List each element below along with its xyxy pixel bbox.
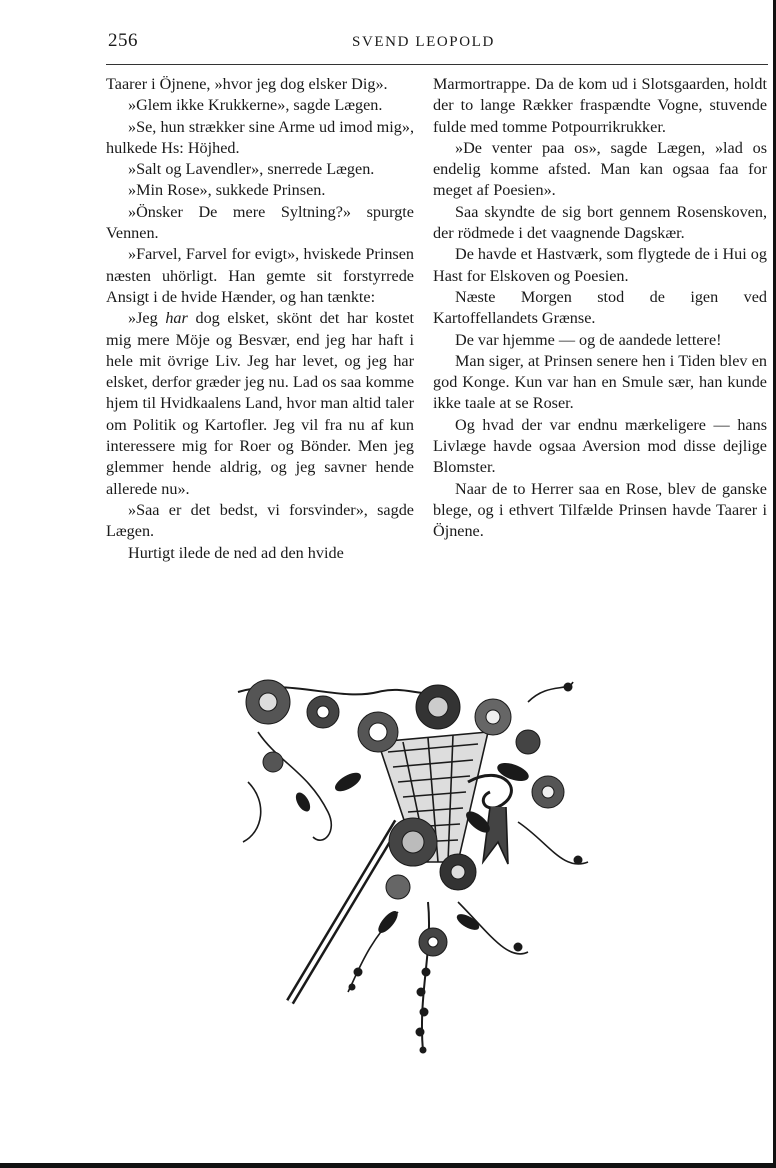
paragraph: De var hjemme — og de aandede lettere! (455, 330, 722, 349)
paragraph: Saa skyndte de sig bort gennem Rosenskoven, der rödmede i det vaagnende Dagskær. (433, 202, 767, 243)
paragraph: Næste Morgen stod de igen ved Kartoffellandets Grænse. (433, 287, 767, 328)
paragraph: Man siger, at Prinsen senere hen i Tiden blev en god Konge. Kun var han en Smule sær, han kunde ikke taale at se Roser. (433, 351, 767, 413)
header-rule (106, 64, 768, 65)
paragraph: »Salt og Lavendler», snerrede Lægen. (128, 160, 375, 179)
paragraph (106, 308, 414, 500)
paragraph-text: »Jeg (128, 309, 166, 328)
paragraph: Taarer i Öjnene, »hvor jeg dog elsker Dig». (106, 75, 388, 93)
scan-edge-bottom (0, 1163, 776, 1168)
page-header (106, 30, 768, 60)
running-head: SVEND LEOPOLD (352, 34, 495, 50)
page-number: 256 (108, 30, 138, 51)
paragraph: »Glem ikke Krukkerne», sagde Lægen. (128, 96, 383, 115)
paragraph: »Saa er det bedst, vi forsvinder», sagde Lægen. (106, 500, 414, 541)
paragraph: »Farvel, Farvel for evigt», hviskede Prinsen næsten uhörligt. Han gemte sit forstyrrede Ansigt i de hvide Hænder, og han tænkte: (106, 245, 414, 306)
left-column (106, 74, 414, 564)
paragraph: De havde et Hastværk, som flygtede de i Hui og Hast for Elskoven og Poesien. (433, 245, 767, 285)
paragraph: »De venter paa os», sagde Lægen, »lad os endelig komme afsted. Man kan ogsaa faa for meget af Poesien». (433, 138, 767, 200)
paragraph: »Önsker De mere Syltning?» spurgte Vennen. (106, 202, 414, 243)
emphasis-text: har (165, 309, 188, 328)
paragraph: Marmortrappe. Da de kom ud i Slotsgaarden, holdt der to lange Rækker fraspændte Vogne, stuvende fulde med tomme Potpourrikrukker. (433, 75, 767, 136)
flower-bouquet-icon (228, 672, 608, 1072)
paragraph-text: dog elsket, skönt det har kostet mig mere Möje og Besvær, end jeg har haft i hele mit övrige Liv. Jeg har levet, og jeg har elsket, derfor græder jeg nu. Lad os saa komme hjem til Hvidkaalens Land, hvor man altid taler om Politik og Kartofler. Jeg vil fra nu af kun interessere mig for Roer og Bönder. Men jeg glemmer hende aldrig, og jeg savner hende allerede nu». (106, 309, 415, 498)
paragraph: »Min Rose», sukkede Prinsen. (128, 181, 326, 200)
paragraph: Naar de to Herrer saa en Rose, blev de ganske blege, og i ethvert Tilfælde Prinsen havde Taarer i Öjnene. (433, 479, 767, 541)
paragraph: Hurtigt ilede de ned ad den hvide (128, 543, 344, 562)
right-column (433, 74, 767, 543)
paragraph: »Se, hun strækker sine Arme ud imod mig», hulkede Hs: Höjhed. (106, 117, 414, 157)
paragraph: Og hvad der var endnu mærkeligere — hans Livlæge havde ogsaa Aversion mod disse dejlige Blomster. (433, 415, 767, 477)
